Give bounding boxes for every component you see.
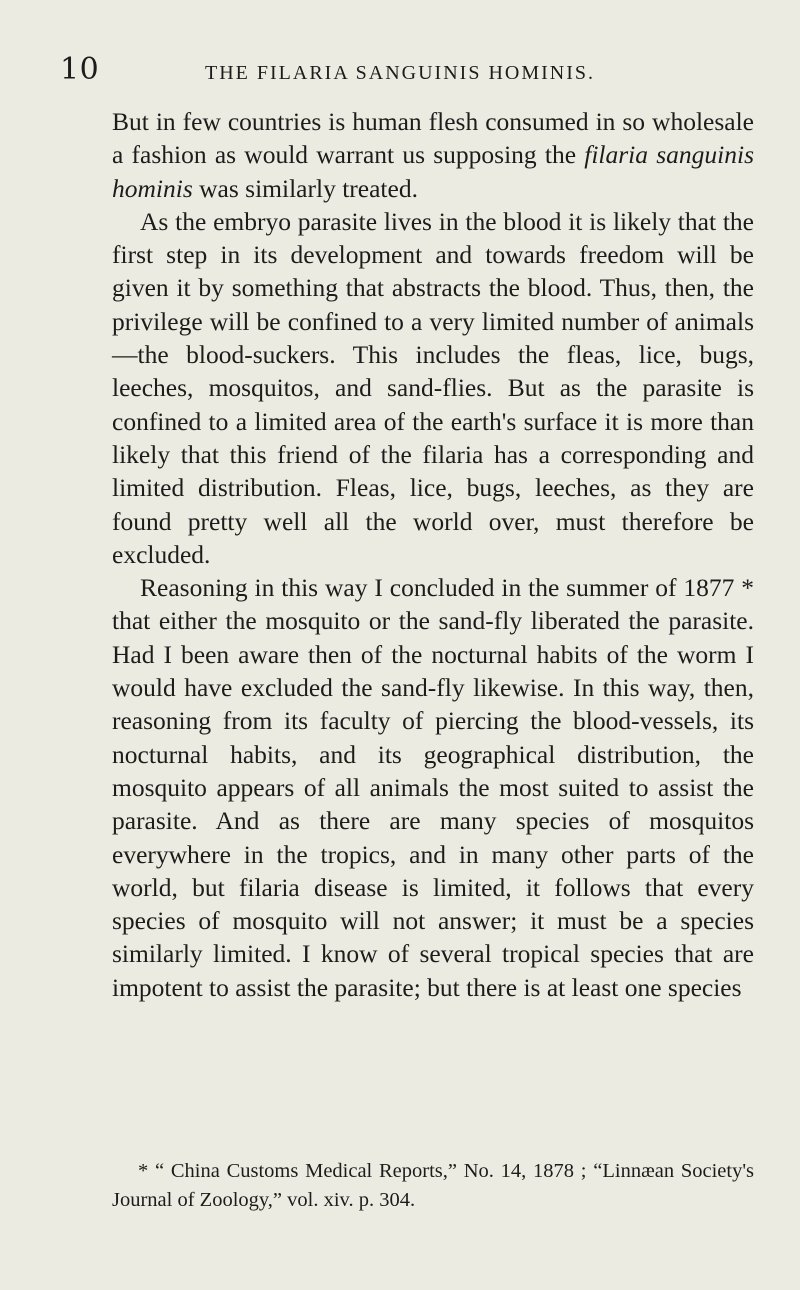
page-header [0, 52, 800, 92]
paragraph-1 [112, 105, 754, 205]
paragraph-2: As the embryo parasite lives in the blood it is likely that the first step in its development and towards freedom will be given it by something that abstracts the blood. Thus, then, the privilege will be confined to a very limited number of animals—the blood-suckers. This includes the fleas, lice, bugs, leeches, mosquitos, and sand-flies. But as the parasite is confined to a limited area of the earth's surface it is more than likely that this friend of the filaria has a corresponding and limited distribution. Fleas, lice, bugs, leeches, as they are found pretty well all the world over, must therefore be excluded. [112, 206, 754, 569]
footnote-text: * “ China Customs Medical Reports,” No. 14, 1878 ; “Linnæan Society's Journal of Zoology,” vol. xiv. p. 304. [112, 1160, 754, 1211]
running-head: THE FILARIA SANGUINIS HOMINIS. [205, 62, 595, 84]
body-text [112, 105, 754, 1004]
paragraph-1-text-b: was similarly treated. [192, 173, 418, 203]
paragraph-3: Reasoning in this way I concluded in the summer of 1877 * that either the mosquito or the sand-fly liberated the parasite. Had I been aware then of the nocturnal habits of the worm I would have excluded the sand-fly likewise. In this way, then, reasoning from its faculty of piercing the blood-vessels, its nocturnal habits, and its geographical distribution, the mosquito appears of all animals the most suited to assist the parasite. And as there are many species of mosquitos everywhere in the tropics, and in many other parts of the world, but filaria disease is limited, it follows that every species of mosquito will not answer; it must be a species similarly limited. I know of several tropical species that are impotent to assist the parasite; but there is at least one species [112, 573, 754, 1002]
paragraph-1-text-a: But in few countries is human flesh consumed in so wholesale a fashion as would warrant us supposing the [112, 107, 754, 170]
footnote [112, 1157, 754, 1215]
page-number: 10 [60, 52, 100, 87]
species-name-italic: filaria sanguinis hominis [112, 140, 754, 203]
